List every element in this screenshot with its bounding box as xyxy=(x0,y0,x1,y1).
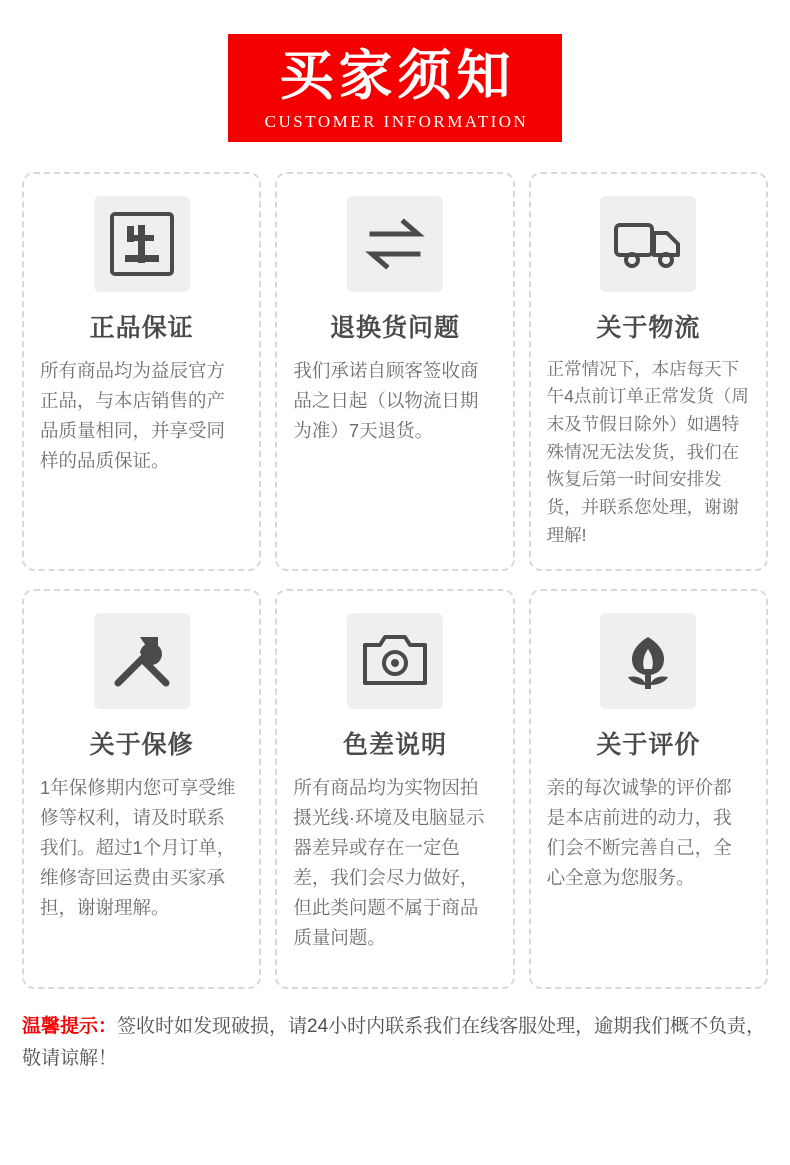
notice-card xyxy=(22,589,261,989)
card-title: 关于保修 xyxy=(89,731,194,760)
page-title: 买家须知 xyxy=(279,46,516,106)
footer-note xyxy=(22,1011,768,1074)
camera-icon xyxy=(347,613,443,709)
footer-text: 签收时如发现破损，请24小时内联系我们在线客服处理，逾期我们概不负责，敬请谅解！ xyxy=(22,1016,766,1069)
footer-lead-label: 温馨提示： xyxy=(22,1016,118,1038)
flower-icon xyxy=(600,613,696,709)
card-title: 退换货问题 xyxy=(329,313,460,342)
delivery-truck-icon xyxy=(600,196,696,292)
card-body: 所有商品均为益辰官方正品，与本店销售的产品质量相同，并享受同样的品质保证。 xyxy=(40,359,226,471)
card-title: 关于物流 xyxy=(596,313,701,342)
card-body: 我们承诺自顾客签收商品之日起（以物流日期为准）7天退货。 xyxy=(293,359,479,441)
notice-card xyxy=(529,172,768,571)
card-title: 正品保证 xyxy=(89,313,194,342)
buyer-notice-page xyxy=(0,34,790,1165)
card-title: 关于评价 xyxy=(596,731,701,760)
card-body: 1年保修期内您可享受维修等权利，请及时联系我们。超过1个月订单，维修寄回运费由买家承担，谢谢理解。 xyxy=(40,777,236,919)
page-header-banner xyxy=(228,34,562,142)
notice-card-grid xyxy=(22,172,768,989)
authentic-seal-icon xyxy=(94,196,190,292)
exchange-arrows-icon xyxy=(347,196,443,292)
notice-card xyxy=(275,589,514,989)
card-body: 亲的每次诚挚的评价都是本店前进的动力，我们会不断完善自己，全心全意为您服务。 xyxy=(546,777,732,889)
tools-repair-icon xyxy=(94,613,190,709)
page-subtitle: CUSTOMER INFORMATION xyxy=(264,111,529,131)
card-title: 色差说明 xyxy=(342,731,447,760)
card-body: 所有商品均为实物因拍摄光线·环境及电脑显示器差异或存在一定色差，我们会尽力做好，但此类问题不属于商品质量问题。 xyxy=(293,777,485,949)
notice-card xyxy=(275,172,514,571)
card-body: 正常情况下，本店每天下午4点前订单正常发货（周末及节假日除外）如遇特殊情况无法发货，我们在恢复后第一时间安排发货，并联系您处理，谢谢理解! xyxy=(546,358,749,545)
notice-card xyxy=(529,589,768,989)
notice-card xyxy=(22,172,261,571)
